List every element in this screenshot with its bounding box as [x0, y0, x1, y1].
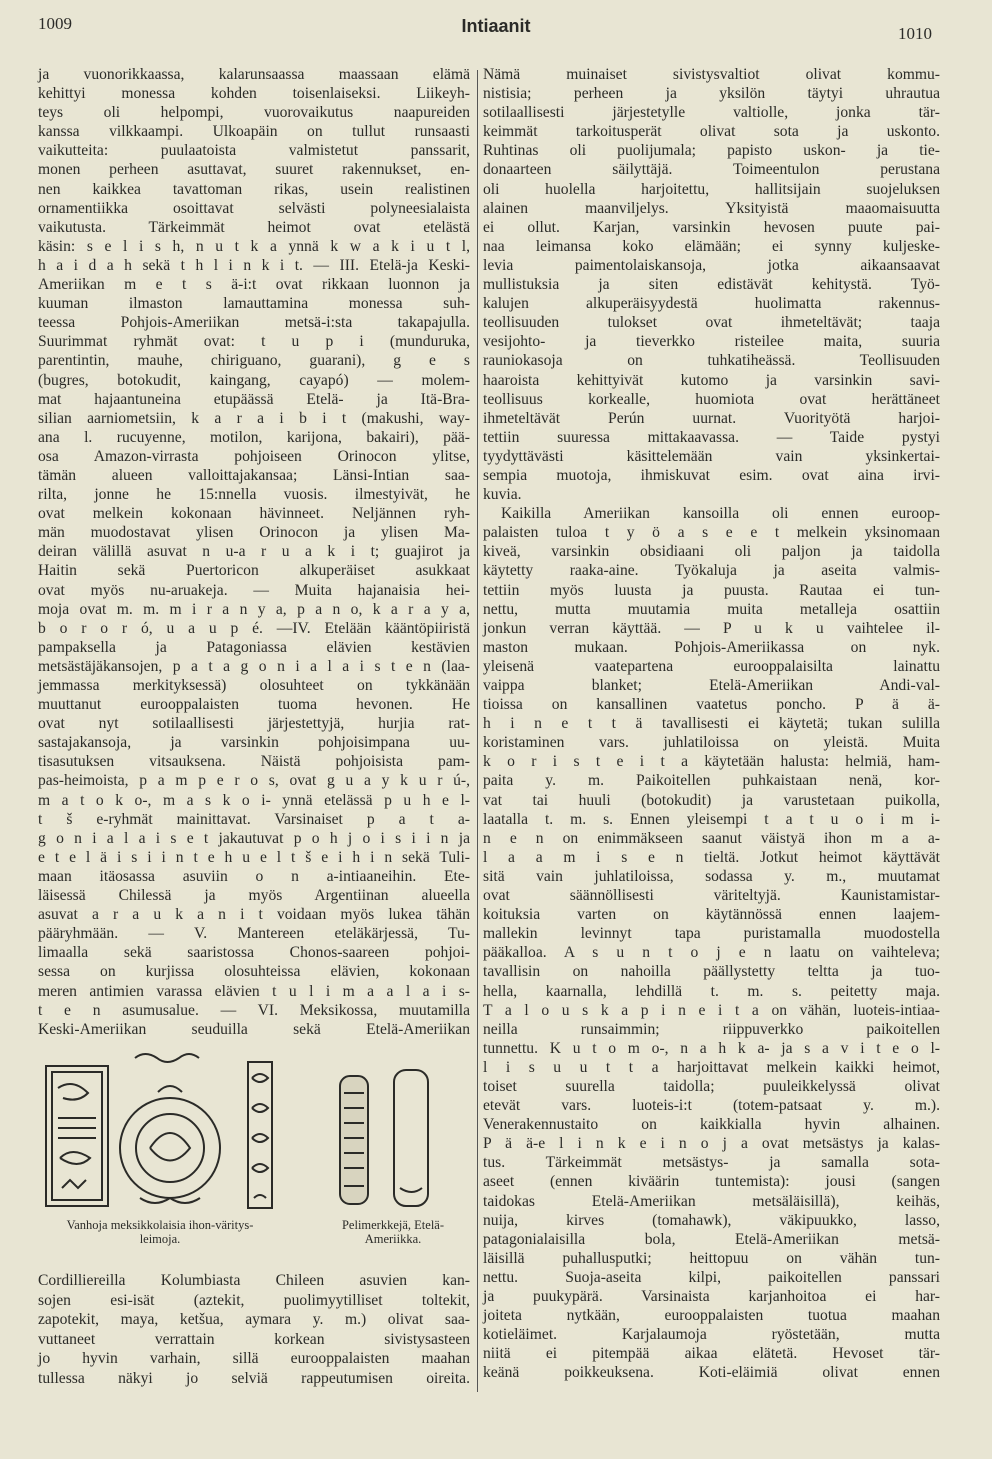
- text-line: sotilaallisesti järjestetylle valtiolle, jonka tär-: [483, 104, 940, 122]
- text-line: Ruhtinas oli puolijumala; papisto uskon- ja tie-: [483, 142, 940, 160]
- text-line: yleisenä vaatepartena eurooppalaisilta lainattu: [483, 657, 940, 675]
- text-line: kuvia.: [483, 486, 522, 504]
- text-line: sessa on kurjissa olosuhteissa elävien, kokonaan: [38, 963, 470, 981]
- game-piece-illustration-2: [394, 1070, 428, 1206]
- text-line: kiveä, varsinkin obsidiaani oli paljon ja taidolla: [483, 543, 940, 561]
- text-line: kuuman ilmaston lamauttamina monessa suh-: [38, 295, 470, 313]
- text-line: ja vuonorikkaassa, kalarunsaassa maassaan elämä: [38, 66, 470, 83]
- text-line: asuvat a r a u k a n i t voidaan myös lukea tähän: [38, 906, 470, 924]
- text-line: laatalla t. m. s. Ennen yleisempi t a t u o i m i-: [483, 810, 940, 828]
- text-line: ja puukypärä. Varsinaista karjanhoitoa ei har-: [483, 1288, 940, 1305]
- text-line: levia paimentolaiskansoja, jotka aikaansaavat: [483, 256, 940, 274]
- text-line: Haitin sekä Puertoricon alkuperäiset asukkaat: [38, 562, 470, 580]
- text-line: teollisuus korkealle, huomiota ovat herättäneet: [483, 390, 940, 408]
- stamp-illustration-tall: [248, 1062, 272, 1208]
- text-line: pampaksella ja Patagoniassa elävien kestävien: [38, 638, 470, 656]
- paragraph: [483, 65, 940, 504]
- text-line: mallekin levinnyt tapa puristamalla muodostella: [483, 925, 940, 943]
- page-number-left: 1009: [38, 14, 72, 33]
- text-line: vaikutusta. Tärkeimmät heimot ovat etelästä: [38, 218, 470, 236]
- text-line: ovat myös nu-aruakeja. — Muita hajanaisia hei-: [38, 581, 470, 599]
- left-column-text: [38, 65, 470, 1039]
- text-line: mullistuksia ja siten edistävät kehitystä. Työ-: [483, 276, 940, 294]
- text-line: pääkalloa. A s u n t o j e n laatu on vaihteleva;: [483, 944, 940, 962]
- text-line: oli huolella harjoitettu, hallitsijain suojeluksen: [483, 180, 940, 198]
- text-line: koristaminen vars. juhlatiloissa on yleistä. Muita: [483, 734, 940, 752]
- text-line: keimmät tarkoitusperät olivat sota ja uskonto.: [483, 123, 940, 141]
- text-line: ovat säännöllisesti väriteltyjä. Kaunistamistar-: [483, 887, 940, 905]
- text-line: taidokas Etelä-Ameriikan metsäläisillä), keihäs,: [483, 1192, 940, 1210]
- text-line: t e n asumusalue. — VI. Meksikossa, muutamilla: [38, 1001, 470, 1019]
- text-line: sastajakansoja, ja varsinkin pohjoisimpana uu-: [38, 734, 470, 752]
- text-line: niitä ei pitempää aikaa elätetä. Hevoset tär-: [483, 1345, 940, 1363]
- text-line: moja ovat m. m. m i r a n y a, p a n o, k a r a y a,: [38, 600, 470, 618]
- text-line: joiteta nytkään, eurooppalaisten tuotua maahan: [483, 1307, 940, 1325]
- text-line: Venerakennustaito on kaikkialla hyvin alhainen.: [483, 1116, 940, 1134]
- text-line: tettiin suuressa mittakaavassa. — Taide pystyi: [483, 428, 940, 446]
- figure-caption-tattoo-stamps: Vanhoja meksikkolaisia ihon-väritys-leimoja.: [66, 1218, 254, 1246]
- text-line: osa Amazon-virrasta pohjoiseen Orinocon ylitse,: [38, 447, 470, 465]
- text-line: jo hyvin varhain, sillä eurooppalaisten maahan: [38, 1350, 470, 1368]
- text-line: nettu. Suoja-aseita kilpi, paikoitellen panssari: [483, 1268, 940, 1286]
- text-line: naa leimansa koko elämään; ei synny kuljeske-: [483, 237, 940, 255]
- text-line: vat tai huuli (botokudit) ja varustetaan puikolla,: [483, 791, 940, 809]
- text-line: g o n i a l a i s e t jakautuvat p o h j o i s i i n ja: [38, 829, 470, 847]
- text-line: aseet (ennen kiväärin tuntemista): jousi (sangen: [483, 1173, 940, 1191]
- text-line: zapotekit, maya, ketšua, aymara y. m.) olivat saa-: [38, 1311, 470, 1329]
- text-line: läisillä puhallusputki; heittopuu on vähän tun-: [483, 1249, 940, 1267]
- text-line: paita y. m. Paikoitellen puhkaistaan nenä, kor-: [483, 772, 940, 790]
- game-piece-illustration-1: [340, 1076, 368, 1204]
- text-line: teessa Pohjois-Ameriikan metsä-i:sta takapajulla.: [38, 314, 470, 332]
- text-line: vaikutteita: puulaatoista valmistetut panssarit,: [38, 142, 470, 160]
- text-line: kalujen alkuperäisyydestä huolimatta rakennus-: [483, 295, 940, 313]
- text-line: silian aarniometsiin, k a r a i b i t (makushi, way-: [38, 409, 470, 427]
- text-line: ihmeteltävät Perún uurnat. Vuorityötä harjoi-: [483, 409, 940, 427]
- text-line: rauniokasoja on tuhkatiheässä. Teollisuuden: [483, 352, 940, 370]
- text-line: vesijohto- ja tieverkko risteilee maita, suuria: [483, 333, 940, 351]
- text-line: Cordilliereilla Kolumbiasta Chileen asuvien kan-: [38, 1272, 470, 1289]
- text-line: patagonialaisilla bola, Etelä-Ameriikan metsä-: [483, 1230, 940, 1248]
- text-line: etevät vars. luoteis-i:t (totem-patsaat y. m.).: [483, 1097, 940, 1115]
- text-line: neilla runsaimmin; riippuverkko paikoitellen: [483, 1020, 940, 1038]
- text-line: Suurimmat ryhmät ovat: t u p i (munduruka,: [38, 333, 470, 351]
- text-line: l i s u u t t a harjoittavat melkein kaikki heimot,: [483, 1058, 940, 1076]
- text-line: muuttanut eurooppalaisten tuoma hevonen. He: [38, 696, 470, 714]
- text-line: alainen maanviljelys. Yksityistä maaomaisuutta: [483, 199, 940, 217]
- text-line: rilta, jonne he 15:nnella vuosis. ilmestyivät, he: [38, 486, 470, 504]
- text-line: ana l. rucuyenne, motilon, karijona, bakairi), pää-: [38, 428, 470, 446]
- text-line: maan itäosassa asuviin o n a-intiaaneihin. Ete-: [38, 867, 470, 885]
- page-number-right: 1010: [898, 24, 932, 43]
- text-line: palaisten tuloa t y ö a s e e t melkein yksinomaan: [483, 524, 940, 542]
- text-line: tämän alueen valloittajakansaa; Länsi-Intian saa-: [38, 466, 470, 484]
- text-line: parentintin, mauhe, chiriguano, guarani), g e s: [38, 352, 470, 370]
- text-line: sojen esi-isät (aztekit, puolimyytilliset toltekit,: [38, 1291, 470, 1309]
- stamp-illustration-round: [120, 1054, 220, 1203]
- text-line: tioissa on kansallinen vaatetus poncho. P ä ä-: [483, 696, 940, 714]
- text-line: ovat melkein kokonaan hävinneet. Neljännen ryh-: [38, 505, 470, 523]
- text-line: pääryhmään. — V. Mantereen eteläkärjessä, Tu-: [38, 925, 470, 943]
- text-line: meren antimien varassa elävien t u l i m a a l a i s-: [38, 982, 470, 1000]
- text-line: keänä poikkeuksena. Koti-eläimiä olivat ennen: [483, 1364, 940, 1382]
- text-line: toiset suurella taidolla; puuleikkelyssä olivat: [483, 1077, 940, 1095]
- figure-caption-game-pieces: Pelimerkkejä, Etelä-Ameriikka.: [341, 1218, 445, 1246]
- text-line: tullessa näkyi jo selviä rappeutumisen oireita.: [38, 1369, 470, 1387]
- text-line: monen perheen asuttavat, suuret rakennukset, en-: [38, 161, 470, 179]
- stamp-illustration-rectangular: [46, 1066, 108, 1206]
- right-column-text: [483, 65, 940, 1382]
- text-line: T a l o u s k a p i n e i t a on vähän, luoteis-intiaa-: [483, 1001, 940, 1019]
- text-line: nettu, mutta muutamia muita metalleja osattiin: [483, 600, 940, 618]
- paragraph: [483, 504, 940, 1382]
- text-line: h a i d a h sekä t h l i n k i t. — III. Etelä-ja Keski-: [38, 256, 470, 274]
- text-line: ei ollut. Karjan, varsinkin hevosen puute pai-: [483, 218, 940, 236]
- text-line: tyydyttävästi käsittelemään vain yksinkertai-: [483, 447, 940, 465]
- text-line: koituksia varten on käytännössä ennen laajem-: [483, 906, 940, 924]
- text-line: vuttaneet verrattain korkean sivistysasteen: [38, 1330, 470, 1348]
- text-line: jonkun verran käyttää. — P u k u vaihtelee il-: [483, 619, 940, 637]
- text-line: kehittyi monessa kohden toisenlaiseksi. Liikeyh-: [38, 85, 470, 103]
- text-line: metsästäjäkansojen, p a t a g o n i a l a i s t e n (laa-: [38, 657, 470, 675]
- text-line: kotieläimet. Karjalaumoja ryöstetään, mutta: [483, 1326, 940, 1344]
- text-line: Kaikilla Ameriikan kansoilla oli ennen euroop-: [501, 505, 940, 523]
- text-line: sempia muotoja, ihmiskuvat esim. ovat aina irvi-: [483, 466, 940, 484]
- text-line: nuija, kirves (tomahawk), väkipuukko, lasso,: [483, 1211, 940, 1229]
- text-line: e t e l ä i s i i n t e h u e l t š e i h i n sekä Tuli-: [38, 848, 470, 866]
- text-line: teollisuuden tulokset ovat ihmeteltävät; taaja: [483, 314, 940, 332]
- text-line: hella, kaarnalla, lehdillä t. m. s. peitetty maja.: [483, 982, 940, 1000]
- text-line: tus. Tärkeimmät metsästys- ja samalla sota-: [483, 1154, 940, 1172]
- text-line: l a a m i s e n tieltä. Jotkut heimot käyttävät: [483, 848, 940, 866]
- text-line: kanssa vilkkaampi. Ulkoapäin on tullut runsaasti: [38, 123, 470, 141]
- text-line: b o r o r ó, u a u p é. —IV. Etelään kääntöpiiristä: [38, 619, 470, 637]
- text-line: h i n e t t ä tavallisesti ei käytetä; tukan sulilla: [483, 715, 940, 733]
- text-line: t š e-ryhmät mainittavat. Varsinaiset p a t a-: [38, 810, 470, 828]
- text-line: jemmassa merkityksessä) olosuhteet on tykkänään: [38, 677, 470, 694]
- text-line: sitä vain juhlatiloissa, sodassa y. m., muutamat: [483, 867, 940, 885]
- text-line: teys oli helpompi, vuorovaikutus naapureiden: [38, 104, 470, 122]
- text-line: nistisia; perheen ja yksilön täytyi uhrautua: [483, 85, 940, 103]
- text-line: haaroista kehittyivät kutomo ja varsinkin savi-: [483, 371, 940, 389]
- text-line: läisessä Chilessä ja myös Argentiinan alueella: [38, 887, 470, 905]
- text-line: n e n on enimmäkseen saanut väistyä ihon m a a-: [483, 829, 940, 847]
- text-line: käsin: s e l i s h, n u t k a ynnä k w a k i u t l,: [38, 237, 470, 255]
- text-line: donaarteen säilyttäjä. Toimeentulon perustana: [483, 161, 940, 179]
- text-line: Keski-Ameriikan seuduilla sekä Etelä-Ameriikan: [38, 1020, 470, 1038]
- text-line: tettiin myös luusta ja puusta. Rautaa ei tun-: [483, 581, 940, 599]
- text-line: tisasutuksen vitsauksena. Näistä pohjoisista pam-: [38, 753, 470, 771]
- text-line: m a t o k o-, m a s k o i- ynnä etelässä p u h e l-: [38, 791, 470, 809]
- text-line: deiran välillä asuvat n u-a r u a k i t; guajirot ja: [38, 543, 470, 561]
- text-line: pas-heimoista, p a m p e r o s, ovat g u a y k u r ú-,: [38, 772, 470, 790]
- text-line: tunnettu. K u t o m o-, n a h k a- ja s a v i t e o l-: [483, 1039, 940, 1057]
- column-divider: [477, 70, 478, 1392]
- text-line: män muodostavat ylisen Orinocon ja ylisen Ma-: [38, 524, 470, 542]
- text-line: Ameriikan m e t s ä-i:t ovat rikkaan luonnon ja: [38, 276, 470, 294]
- text-line: mat hajaantuneina etupäässä Etelä- ja Itä-Bra-: [38, 390, 470, 408]
- text-line: käytetty raaka-aine. Työkaluja ja aseita valmis-: [483, 562, 940, 580]
- text-line: ornamentiikka osoittavat selvästi polyneesialaista: [38, 199, 470, 217]
- text-line: (bugres, botokudit, kaingang, cayapó) — molem-: [38, 371, 470, 389]
- text-line: tavallisin on nahoilla päällystetty teltta ja tuo-: [483, 963, 940, 981]
- text-line: Nämä muinaiset sivistysvaltiot olivat kommu-: [483, 66, 940, 83]
- text-line: P ä ä-e l i n k e i n o j a ovat metsästys ja kalas-: [483, 1135, 940, 1153]
- text-line: limaalla sekä saaristossa Chonos-saareen pohjoi-: [38, 944, 470, 962]
- text-line: k o r i s t e i t a käytetään halusta: helmiä, ham-: [483, 753, 940, 771]
- text-line: maston mukaan. Pohjois-Ameriikassa on nyk.: [483, 638, 940, 656]
- text-line: ovat nyt sotilaallisesti järjestettyjä, hurjia rat-: [38, 715, 470, 733]
- text-line: nen kaikkea tavattoman rikas, usein realistinen: [38, 180, 470, 198]
- left-column-text-continued: [38, 1271, 470, 1389]
- text-line: vaippa blanket; Etelä-Ameriikan Andi-val-: [483, 677, 940, 694]
- figure-illustrations: [40, 1048, 460, 1216]
- page-title: Intiaanit: [461, 16, 531, 36]
